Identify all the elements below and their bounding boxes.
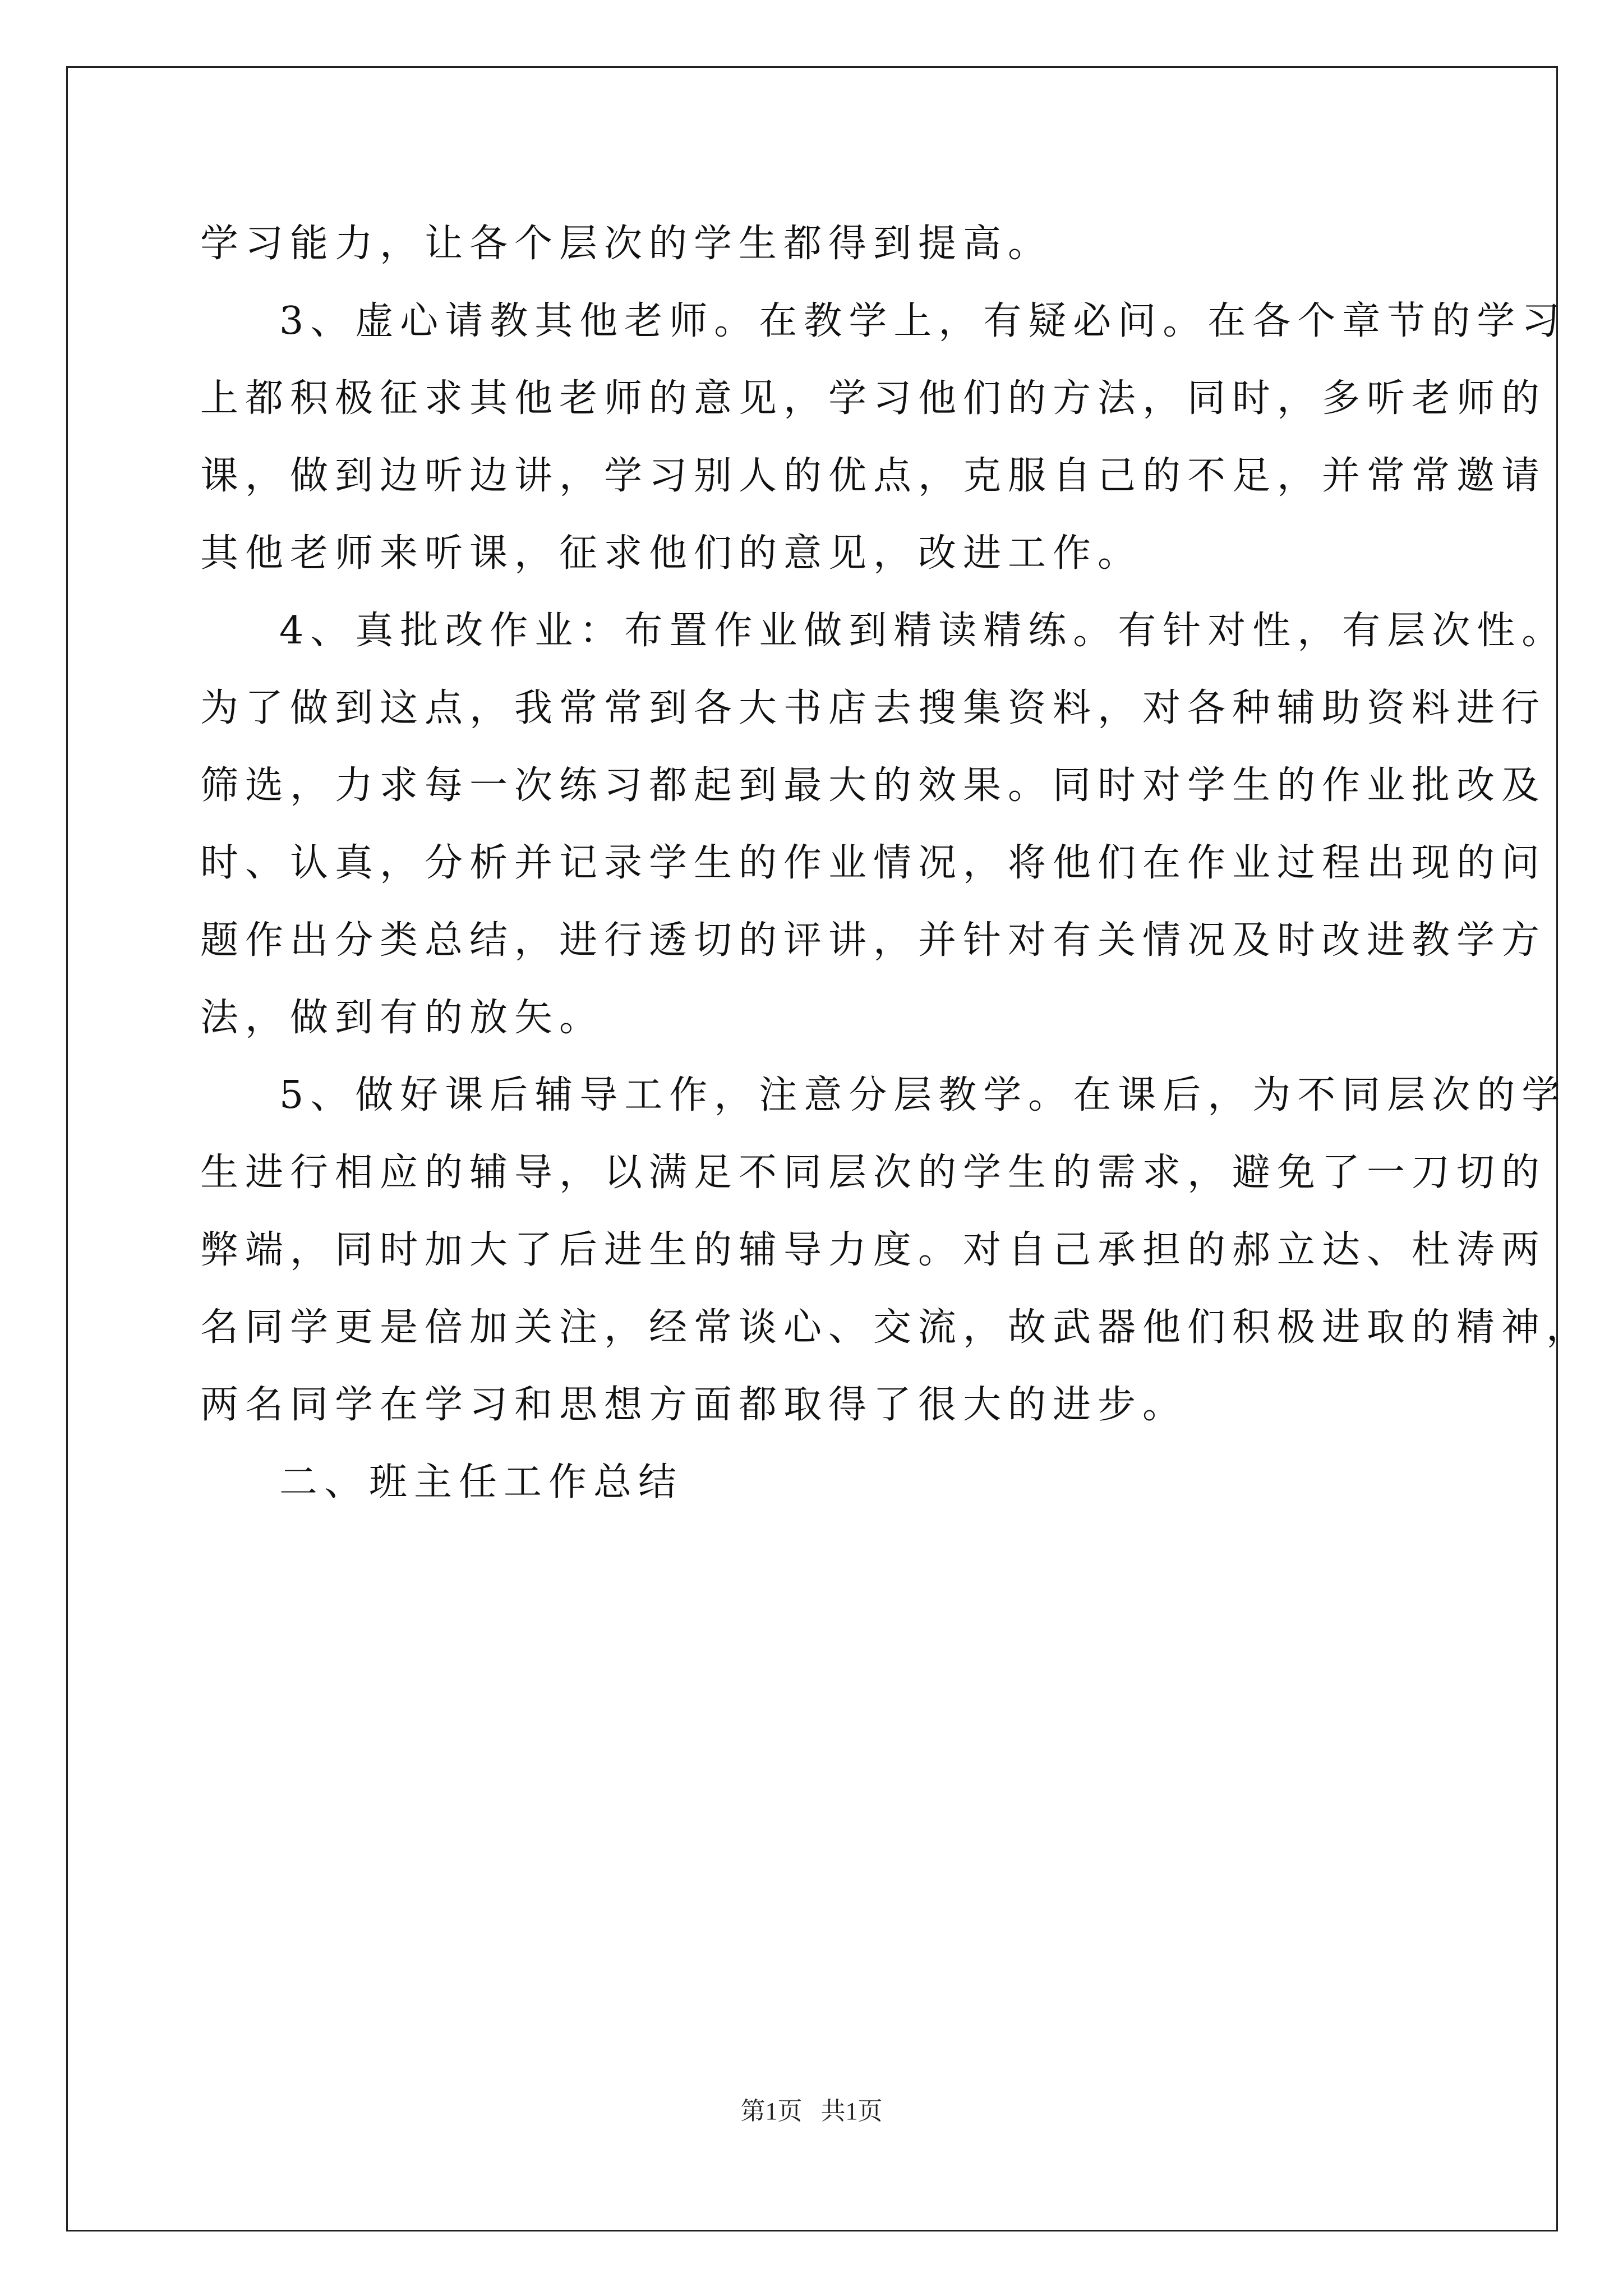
paragraph-5-line-5: 两名同学在学习和思想方面都取得了很大的进步。 (200, 1383, 1188, 1427)
paragraph-4-line-6: 法，做到有的放矢。 (200, 996, 605, 1040)
body-line-1: 学习能力，让各个层次的学生都得到提高。 (200, 222, 1053, 266)
paragraph-5-line-2: 生进行相应的辅导，以满足不同层次的学生的需求，避免了一刀切的 (200, 1151, 1547, 1195)
paragraph-4-line-1: 4、真批改作业：布置作业做到精读精练。有针对性，有层次性。 (279, 609, 1567, 653)
paragraph-4-line-4: 时、认真，分析并记录学生的作业情况，将他们在作业过程出现的问 (200, 841, 1547, 885)
paragraph-4-line-3: 筛选，力求每一次练习都起到最大的效果。同时对学生的作业批改及 (200, 763, 1547, 808)
paragraph-3-line-3: 课，做到边听边讲，学习别人的优点，克服自己的不足，并常常邀请 (200, 454, 1547, 498)
paragraph-3-line-4: 其他老师来听课，征求他们的意见，改进工作。 (200, 531, 1143, 576)
page-number-footer: 第1页 共1页 (740, 2097, 883, 2125)
paragraph-3-line-1: 3、虚心请教其他老师。在教学上，有疑必问。在各个章节的学习 (279, 299, 1567, 343)
paragraph-5-line-3: 弊端，同时加大了后进生的辅导力度。对自己承担的郝立达、杜涛两 (200, 1228, 1547, 1272)
paragraph-5-line-4: 名同学更是倍加关注，经常谈心、交流，故武器他们积极进取的精神， (200, 1305, 1592, 1350)
paragraph-5-line-1: 5、做好课后辅导工作，注意分层教学。在课后，为不同层次的学 (279, 1073, 1567, 1117)
paragraph-4-line-2: 为了做到这点，我常常到各大书店去搜集资料，对各种辅助资料进行 (200, 686, 1547, 730)
paragraph-4-line-5: 题作出分类总结，进行透切的评讲，并针对有关情况及时改进教学方 (200, 918, 1547, 963)
section-heading: 二、班主任工作总结 (279, 1460, 684, 1504)
paragraph-3-line-2: 上都积极征求其他老师的意见，学习他们的方法，同时，多听老师的 (200, 376, 1547, 421)
